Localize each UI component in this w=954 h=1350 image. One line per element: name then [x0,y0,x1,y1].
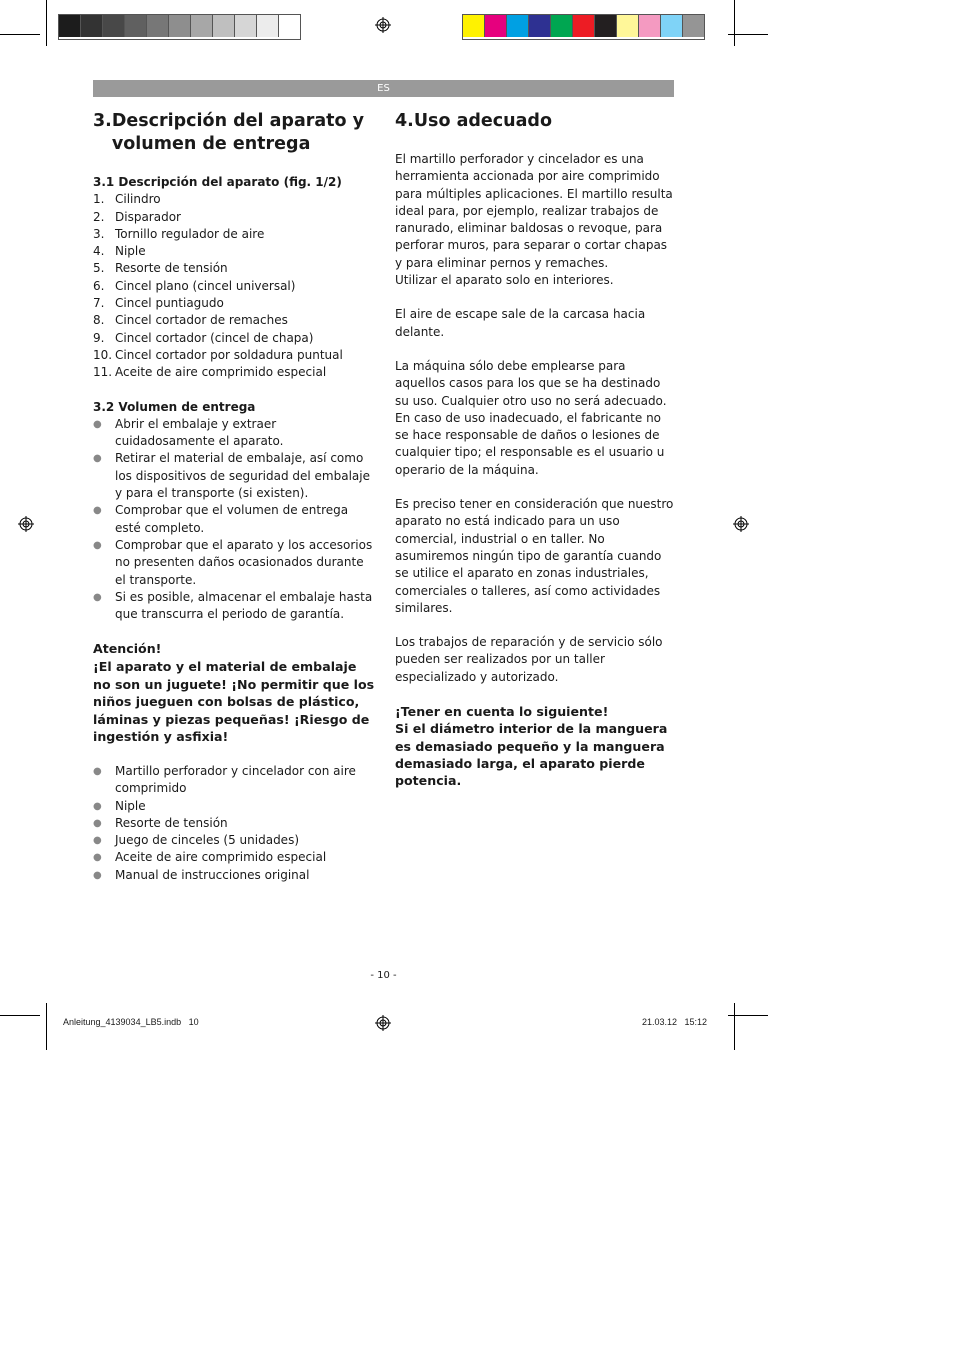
crop-mark [0,34,40,35]
color-swatch [169,15,191,37]
list-item [93,347,375,364]
color-swatch [573,15,595,37]
list-item-text: Manual de instrucciones original [115,867,310,882]
color-swatch-bar [462,14,705,40]
list-item-number: 9. [93,330,105,345]
crop-mark [0,1015,40,1016]
list-item-text: Aceite de aire comprimido especial [115,850,327,865]
section-number: 3. [93,111,112,131]
list-item-text: Retirar el material de embalaje, así como los dispositivos de seguridad del embalaje y para el transporte (si existen). [115,451,370,501]
bullet-icon: ● [93,418,102,430]
warning-title: Atención! [93,641,162,657]
section-4-heading [395,110,677,133]
list-item-number: 3. [93,226,105,241]
list-item-number: 6. [93,278,105,293]
color-swatch [81,15,103,37]
color-swatch [463,15,485,37]
gray-swatch-bar [58,14,301,40]
color-swatch [103,15,125,37]
list-item [93,589,375,624]
bullet-icon: ● [93,453,102,465]
page-number: - 10 - [370,970,397,981]
list-item-text: Abrir el embalaje y extraer cuidadosamente el aparato. [115,416,284,449]
list-item [93,416,375,451]
list-item-text: Juego de cinceles (5 unidades) [115,833,299,848]
color-swatch [529,15,551,37]
paragraph: El aire de escape sale de la carcasa hacia delante. [395,307,646,339]
list-item [93,798,375,815]
list-item-number: 5. [93,261,105,276]
color-swatch [485,15,507,37]
list-item-number: 10. [93,347,113,362]
left-column [93,110,375,884]
list-item [93,450,375,502]
language-label: ES [377,83,390,94]
list-item-text: Comprobar que el volumen de entrega esté completo. [115,503,349,535]
registration-mark-icon [375,1015,391,1031]
list-item [93,867,375,884]
color-swatch [507,15,529,37]
list-item [93,278,375,295]
list-item [93,330,375,347]
list-item-number: 4. [93,244,105,259]
color-swatch [235,15,257,37]
list-item [93,295,375,312]
list-item-number: 7. [93,296,105,311]
list-item-text: Resorte de tensión [115,815,228,830]
list-item-text: Si es posible, almacenar el embalaje hasta que transcurra el periodo de garantía. [115,589,373,622]
list-item-text: Niple [115,798,146,813]
list-item [93,312,375,329]
color-swatch [125,15,147,37]
section-number: 4. [395,111,414,131]
crop-mark [46,0,47,46]
color-swatch [59,15,81,37]
color-swatch [639,15,661,37]
paragraph: Los trabajos de reparación y de servicio sólo pueden ser realizados por un taller especializado y autorizado. [395,635,663,684]
footer-date: 21.03.12 15:12 [642,1017,708,1027]
section-title: Uso adecuado [413,111,552,131]
note-title: ¡Tener en cuenta lo siguiente! [395,704,609,720]
crop-mark [734,1003,735,1050]
unpacking-steps-list [93,416,375,624]
bullet-icon: ● [93,539,102,551]
list-item-number: 11. [93,365,113,380]
list-item [93,849,375,866]
list-item [93,209,375,226]
list-item-text: Niple [115,244,146,259]
color-swatch [661,15,683,37]
bullet-icon: ● [93,852,102,864]
language-header-bar [93,80,674,97]
list-item-text: Disparador [115,209,181,224]
section-3-heading [93,110,375,156]
list-item-text: Cincel puntiagudo [115,296,224,311]
list-item-text: Cincel cortador (cincel de chapa) [115,330,314,345]
paragraph: La máquina sólo debe emplearse para aquellos casos para los que se ha destinado su uso. Cualquier otro uso no será adecuado. En caso de uso inadecuado, el fabricante no se hace responsable de daños o lesiones de cualquier tipo; el responsable es el usuario u operario de la máquina. [395,358,667,477]
list-item [93,260,375,277]
color-swatch [683,15,704,37]
color-swatch [147,15,169,37]
list-item [93,226,375,243]
list-item [93,243,375,260]
bullet-icon: ● [93,869,102,881]
list-item-text: Cincel plano (cincel universal) [115,278,296,293]
list-item-text: Comprobar que el aparato y los accesorios no presenten daños ocasionados durante el transporte. [115,537,373,587]
registration-mark-icon [375,17,391,33]
color-swatch [213,15,235,37]
right-column [395,110,677,790]
section-title: Descripción del aparato y volumen de entrega [111,111,365,154]
list-item-number: 1. [93,192,105,207]
paragraph: El martillo perforador y cincelador es una herramienta accionada por aire comprimido para múltiples aplicaciones. El martillo resulta ideal para, por ejemplo, realizar trabajos de ranurado, eliminar baldosas o revoque, para perforar muros, para separar o cortar chapas y para eliminar pernos y remaches. [395,152,673,270]
list-item-text: Resorte de tensión [115,261,228,276]
color-swatch [279,15,300,37]
crop-mark [46,1003,47,1050]
registration-mark-icon [733,516,749,532]
color-swatch [191,15,213,37]
paragraph: Utilizar el aparato solo en interiores. [395,273,614,288]
list-item [93,537,375,589]
bullet-icon: ● [93,835,102,847]
registration-mark-icon [18,516,34,532]
crop-mark [734,0,735,46]
color-swatch [595,15,617,37]
parts-list [93,191,375,381]
subsection-3-2-heading: 3.2 Volumen de entrega [93,399,256,414]
list-item [93,763,375,798]
list-item-number: 2. [93,209,105,224]
list-item-text: Cilindro [115,192,161,207]
bullet-icon: ● [93,591,102,603]
list-item [93,815,375,832]
list-item-text: Cincel cortador por soldadura puntual [115,347,343,362]
subsection-3-1-heading: 3.1 Descripción del aparato (fig. 1/2) [93,175,342,189]
list-item-number: 8. [93,313,105,328]
paragraph: Es preciso tener en consideración que nuestro aparato no está indicado para un uso comercial, industrial o en taller. No asumiremos ningún tipo de garantía cuando se utilice el aparato en zonas industriales, comerciales o talleres, así como actividades similares. [395,497,674,615]
list-item-text: Martillo perforador y cincelador con aire comprimido [115,763,356,796]
list-item [93,502,375,537]
list-item-text: Cincel cortador de remaches [115,313,288,328]
list-item [93,364,375,381]
list-item-text: Aceite de aire comprimido especial [115,365,327,380]
note-text: Si el diámetro interior de la manguera es demasiado pequeño y la manguera demasiado larga, el aparato pierde potencia. [395,721,668,789]
list-item [93,191,375,208]
color-swatch [257,15,279,37]
bullet-icon: ● [93,817,102,829]
bullet-icon: ● [93,765,102,777]
list-item-text: Tornillo regulador de aire [115,226,265,241]
color-swatch [551,15,573,37]
warning-text: ¡El aparato y el material de embalaje no son un juguete! ¡No permitir que los niños jueguen con bolsas de plástico, láminas y piezas pequeñas! ¡Riesgo de ingestión y asfixia! [93,659,375,745]
footer-file: Anleitung_4139034_LB5.indb 10 [63,1017,199,1027]
bullet-icon: ● [93,505,102,517]
list-item [93,832,375,849]
color-swatch [617,15,639,37]
bullet-icon: ● [93,800,102,812]
delivery-contents-list [93,763,375,884]
